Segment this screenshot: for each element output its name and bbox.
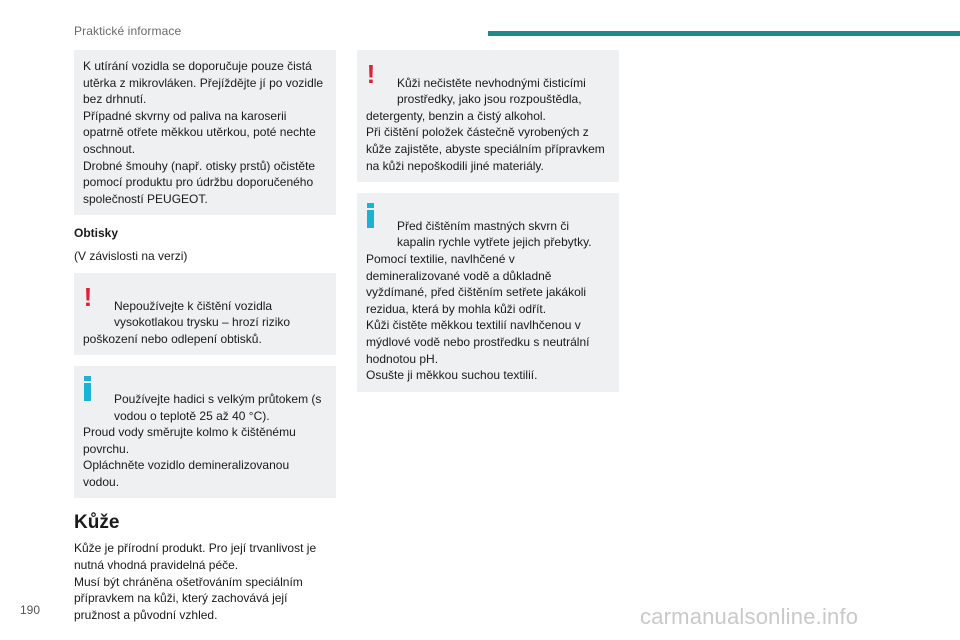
warning-box-leather-rest: detergenty, benzin a čistý alkohol. Při čištění položek částečně vyrobených z kůže zajistěte, abyste speciálním přípravkem na kůži nepoškodili jiné materiály.: [366, 108, 605, 173]
warning-box-leather: [357, 50, 619, 182]
info-box-cleaning-text: K utírání vozidla se doporučuje pouze čistá utěrka z mikrovláken. Přejíždějte jí po vozidle bez drhnutí. Případné skvrny od paliva na karoserii opatrně otřete měkkou utěrkou, poté nechte oschnout. Drobné šmouhy (např. otisky prstů) očistěte pomocí produktu pro údržbu doporučeného společností PEUGEOT.: [83, 59, 324, 206]
variant-note: (V závislosti na verzi): [74, 249, 188, 264]
info-box-leather-stains: [357, 193, 619, 392]
warning-box-leather-lead: Kůži nečistěte nevhodnými čisticími prostředky, jako jsou rozpouštědla,: [397, 75, 586, 107]
info-box-hose-rest: Proud vody směrujte kolmo k čištěnému povrchu. Opláchněte vozidlo demineralizovanou vodou.: [83, 425, 296, 489]
warning-icon: !: [366, 59, 376, 89]
info-box-cleaning: [74, 50, 336, 215]
info-box-hose-body: [83, 374, 326, 490]
info-box-hose: [74, 366, 336, 498]
info-box-leather-stains-body: [366, 201, 609, 384]
info-box-leather-stains-lead: Před čištěním mastných skvrn či kapalin rychle vytřete jejich přebytky.: [397, 218, 592, 250]
warning-box-decals-rest: poškození nebo odlepení obtisků.: [83, 331, 262, 346]
watermark: carmanualsonline.info: [640, 604, 859, 629]
page-header-title: Praktické informace: [74, 24, 182, 38]
info-icon: [84, 376, 91, 401]
info-box-hose-lead: Používejte hadici s velkým průtokem (s vodou o teplotě 25 až 40 °C).: [114, 391, 322, 423]
info-box-leather-stains-rest: Pomocí textilie, navlhčené v demineralizované vodě a důkladně vyždímané, před čištěním setřete jakákoli rezidua, která by mohla kůži odřít. Kůži čistěte měkkou textilií navlhčenou v mýdlové vodě nebo prostředku s neutrální hodnotou pH. Osušte ji měkkou suchou textilií.: [366, 251, 590, 383]
right-column: [357, 50, 619, 403]
warning-box-decals-lead: Nepoužívejte k čištění vozidla vysokotlakou trysku – hrozí riziko: [114, 298, 291, 330]
section-title-leather: Kůže: [74, 512, 120, 534]
warning-box-decals-body: [83, 281, 326, 347]
subheading-decals: Obtisky: [74, 226, 119, 241]
left-column: [74, 50, 336, 631]
warning-icon: !: [83, 281, 93, 312]
warning-box-decals: [74, 273, 336, 355]
warning-box-leather-body: [366, 58, 609, 174]
info-icon: [367, 203, 374, 228]
page-number: 190: [20, 603, 41, 617]
section-leather-text: Kůže je přírodní produkt. Pro její trvanlivost je nutná vhodná pravidelná péče. Musí být chráněna ošetřováním speciálním přípravkem na kůži, který zachovává její pružnost a původní vzhled.: [74, 541, 317, 622]
header-accent-bar: [488, 31, 960, 36]
